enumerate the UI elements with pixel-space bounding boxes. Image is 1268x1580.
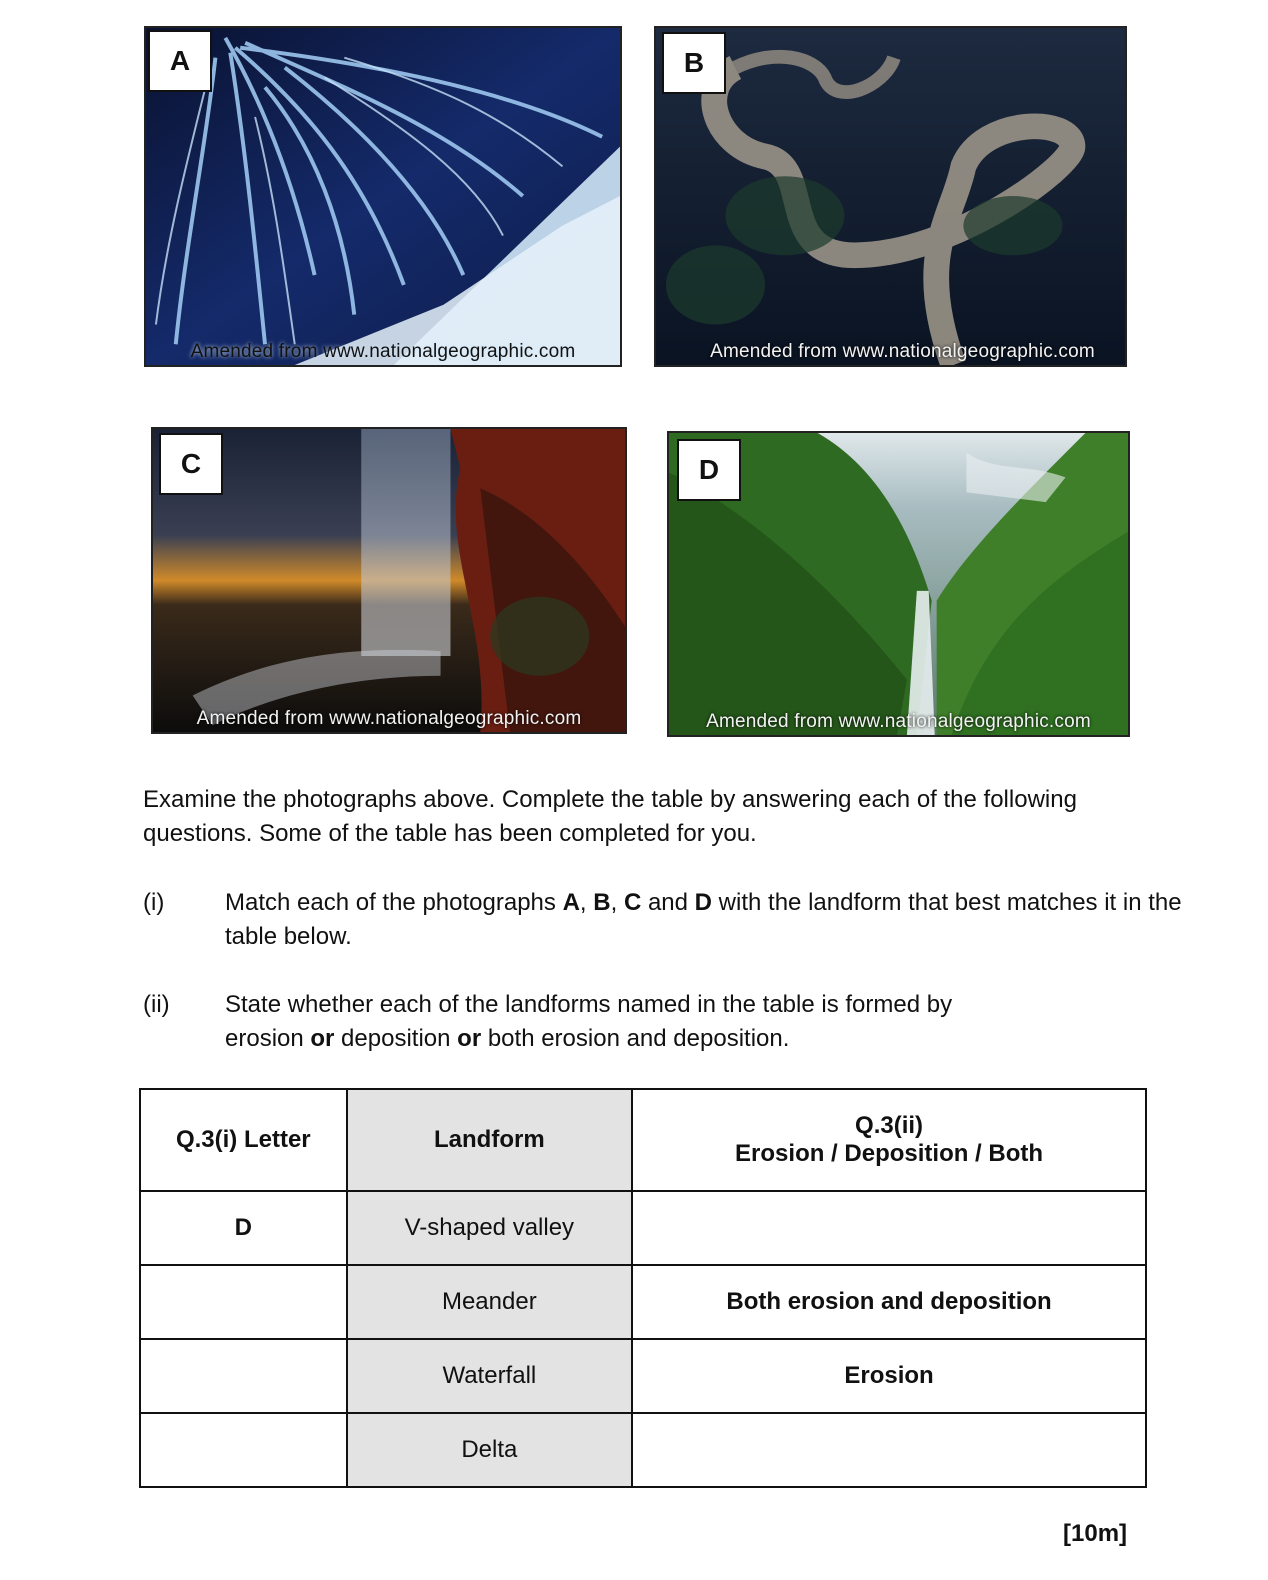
letter-cell[interactable] (140, 1413, 347, 1487)
header-landform: Landform (347, 1089, 633, 1191)
landform-cell: Meander (347, 1265, 633, 1339)
landform-cell: Waterfall (347, 1339, 633, 1413)
photo-c (151, 427, 627, 734)
question-ii-number: (ii) (143, 991, 170, 1018)
table-row (140, 1413, 1146, 1487)
photo-d-letter: D (677, 439, 741, 501)
instructions: Examine the photographs above. Complete the table by answering each of the following questions. Some of the table has been completed for you. (143, 786, 1077, 847)
photo-b-caption: Amended from www.nationalgeographic.com (710, 341, 1095, 362)
answer-table (139, 1088, 1147, 1488)
question-i-number: (i) (143, 889, 165, 916)
process-cell[interactable] (632, 1413, 1146, 1487)
table-header-row (140, 1089, 1146, 1191)
photo-a-letter: A (148, 30, 212, 92)
question-i-text: Match each of the photographs A, B, C and D with the landform that best matches it in the table below. (225, 889, 1182, 950)
letter-cell[interactable] (140, 1339, 347, 1413)
photo-a-caption: Amended from www.nationalgeographic.com (190, 341, 576, 362)
process-cell[interactable]: Erosion (632, 1339, 1146, 1413)
table-row (140, 1191, 1146, 1265)
meander-photo-image (656, 28, 1125, 365)
landform-cell: V-shaped valley (347, 1191, 633, 1265)
header-letter: Q.3(i) Letter (140, 1089, 347, 1191)
table-row (140, 1339, 1146, 1413)
question-ii-text: State whether each of the landforms named in the table is formed by erosion or deposition or both erosion and deposition. (225, 991, 953, 1052)
landform-cell: Delta (347, 1413, 633, 1487)
table-row (140, 1265, 1146, 1339)
photo-d-caption: Amended from www.nationalgeographic.com (706, 711, 1091, 732)
marks-allocation: [10m] (1063, 1520, 1128, 1547)
letter-cell[interactable] (140, 1265, 347, 1339)
photo-c-letter: C (159, 433, 223, 495)
delta-photo-image (146, 28, 620, 365)
process-cell[interactable] (632, 1191, 1146, 1265)
photo-b (654, 26, 1127, 367)
photo-c-caption: Amended from www.nationalgeographic.com (196, 708, 582, 729)
photo-a (144, 26, 622, 367)
header-process: Q.3(ii) Erosion / Deposition / Both (632, 1089, 1146, 1191)
waterfall-photo-image (153, 429, 625, 732)
photo-d (667, 431, 1130, 737)
letter-cell[interactable]: D (140, 1191, 347, 1265)
photo-b-letter: B (662, 32, 726, 94)
process-cell[interactable]: Both erosion and deposition (632, 1265, 1146, 1339)
